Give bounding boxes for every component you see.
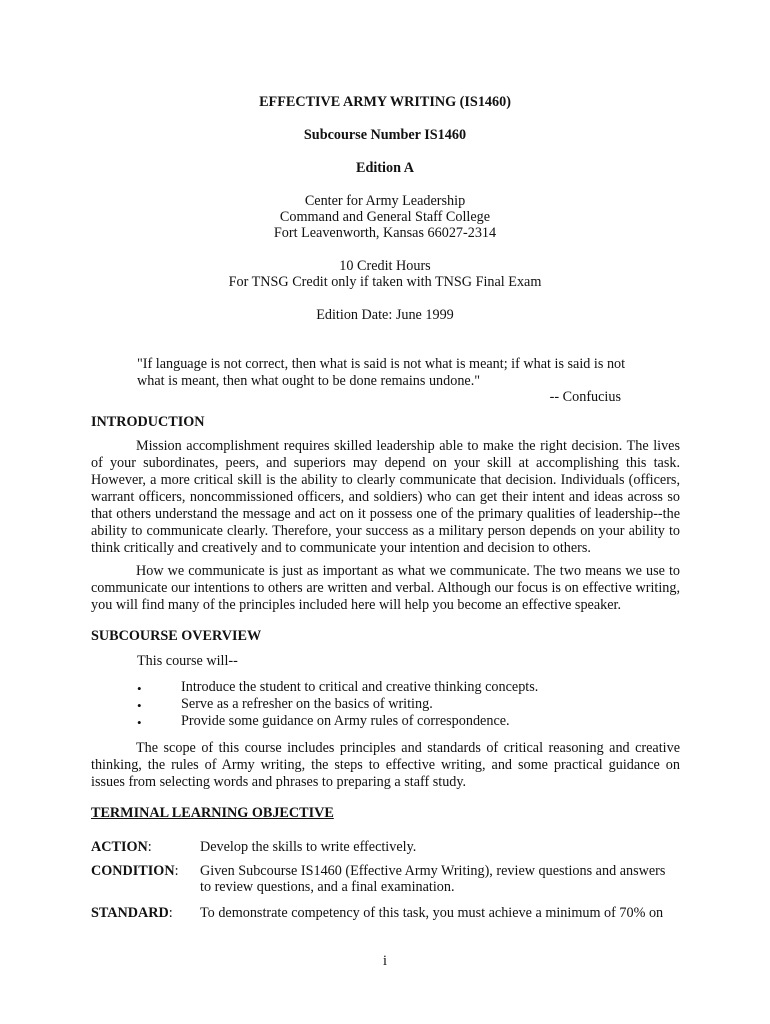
quote-line: "If language is not correct, then what is said is not what is meant; if what is said is not xyxy=(137,356,626,372)
bullet-icon: • xyxy=(137,715,142,730)
subcourse-number: Subcourse Number IS1460 xyxy=(303,127,467,143)
standard-row-label: STANDARD: xyxy=(91,905,173,921)
bullet-icon: • xyxy=(137,698,142,713)
overview-lead: This course will-- xyxy=(137,653,238,669)
action-text: Develop the skills to write effectively. xyxy=(200,839,417,855)
overview-bullet-item: Introduce the student to critical and creative thinking concepts. xyxy=(181,679,539,695)
action-label: ACTION xyxy=(91,839,148,855)
condition-row-label: CONDITION: xyxy=(91,863,179,879)
document-title: EFFECTIVE ARMY WRITING (IS1460) xyxy=(259,94,511,110)
standard-label: STANDARD xyxy=(91,905,169,921)
page-number: i xyxy=(383,953,387,969)
introduction-heading: INTRODUCTION xyxy=(91,414,205,430)
bullet-icon: • xyxy=(137,681,142,696)
org-line: Fort Leavenworth, Kansas 66027-2314 xyxy=(273,225,497,241)
quote-line: what is meant, then what ought to be done remains undone." xyxy=(137,373,481,389)
overview-bullet-item: Provide some guidance on Army rules of correspondence. xyxy=(181,713,510,729)
org-line: Center for Army Leadership xyxy=(304,193,466,209)
introduction-paragraph: How we communicate is just as important as what we communicate. The two means we use to communicate our intentions to others are written and verbal. Although our focus is on effective writing, you will find many of the principles included here will help you become an effective speaker. xyxy=(91,563,680,613)
condition-text: Given Subcourse IS1460 (Effective Army Writing), review questions and answers xyxy=(200,863,666,879)
overview-heading: SUBCOURSE OVERVIEW xyxy=(91,628,262,644)
edition-date: Edition Date: June 1999 xyxy=(316,307,454,323)
quote-attribution: -- Confucius xyxy=(549,389,621,405)
condition-label: CONDITION xyxy=(91,863,175,879)
scope-paragraph: The scope of this course includes principles and standards of critical reasoning and creative thinking, the rules of Army writing, the steps to effective writing, and some practical guidance on issues from selecting words and phrases to preparing a staff study. xyxy=(91,740,680,790)
condition-text: to review questions, and a final examination. xyxy=(200,879,455,895)
credit-note: For TNSG Credit only if taken with TNSG Final Exam xyxy=(228,274,542,290)
edition: Edition A xyxy=(356,160,414,176)
objective-heading: TERMINAL LEARNING OBJECTIVE xyxy=(91,805,334,821)
org-line: Command and General Staff College xyxy=(279,209,491,225)
action-row-label: ACTION: xyxy=(91,839,152,855)
credit-hours: 10 Credit Hours xyxy=(339,258,431,274)
standard-text: To demonstrate competency of this task, you must achieve a minimum of 70% on xyxy=(200,905,664,921)
overview-bullet-item: Serve as a refresher on the basics of writing. xyxy=(181,696,433,712)
introduction-paragraph: Mission accomplishment requires skilled leadership able to make the right decision. The lives of your subordinates, peers, and superiors may depend on your skill at accomplishing this task. However, a more critical skill is the ability to clearly communicate that decision. Individuals (officers, warrant officers, noncommissioned officers, and soldiers) who can get their intent and ideas across so that others understand the message and act on it possess one of the primary qualities of leadership--the ability to communicate clearly. Therefore, your success as a military person depends on your ability to think critically and creatively and to communicate your intention and decision to others. xyxy=(91,438,680,556)
